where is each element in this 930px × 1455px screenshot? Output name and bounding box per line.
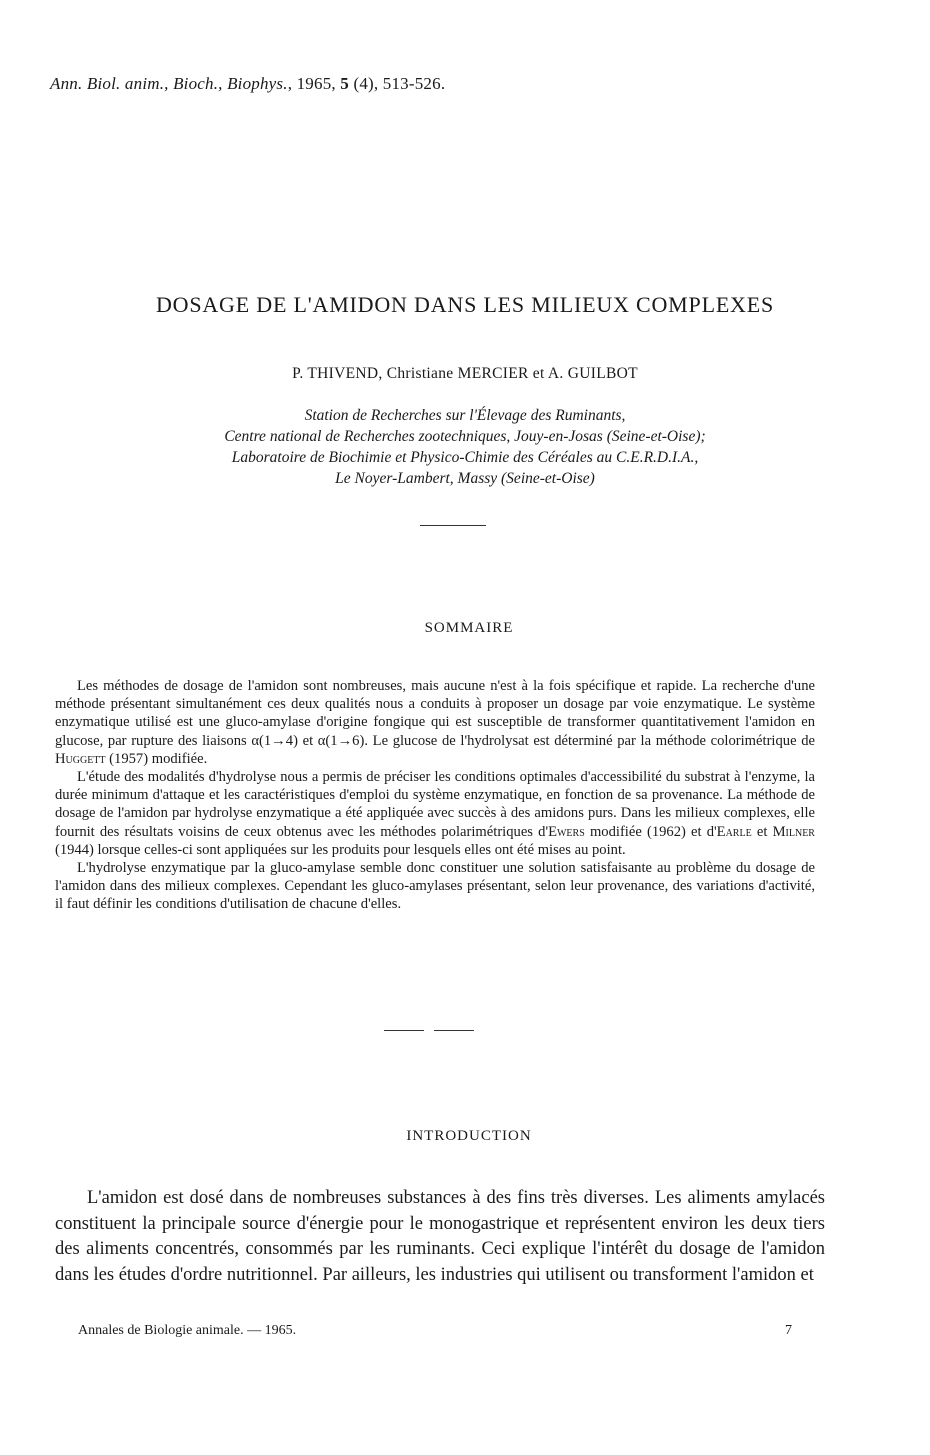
- abstract-paragraph: [55, 677, 815, 768]
- citation-issue-pages: (4), 513-526.: [353, 74, 446, 93]
- sommaire-heading: SOMMAIRE: [424, 620, 514, 636]
- abstract-paragraph: L'hydrolyse enzymatique par la gluco-amylase semble donc constituer une solution satisfaisante au problème du dosage de l'amidon dans des milieux complexes. Cependant les gluco-amylases présentant, selon leur provenance, des variations d'activité, il faut définir les conditions d'utilisation de chacune d'elles.: [55, 860, 815, 913]
- abstract-text: et: [751, 823, 773, 840]
- cited-author: Huggett: [55, 750, 106, 767]
- page-number: 7: [785, 1323, 792, 1338]
- author-list: P. THIVEND, Christiane MERCIER et A. GUILBOT: [292, 365, 638, 382]
- separator-rule: [384, 1030, 424, 1031]
- introduction-paragraph: L'amidon est dosé dans de nombreuses substances à des fins très diverses. Les aliments amylacés constituent la principale source d'énergie pour le monogastrique et représentent environ les deux tiers des aliments concentrés, consommés par les ruminants. Ceci explique l'intérêt du dosage de l'amidon dans les études d'ordre nutritionnel. Par ailleurs, les industries qui utilisent ou transforment l'amidon et: [55, 1188, 825, 1285]
- abstract-paragraph: [55, 768, 815, 859]
- citation-volume: 5: [340, 74, 349, 93]
- affiliation-line: Centre national de Recherches zootechniques, Jouy-en-Josas (Seine-et-Oise);: [224, 428, 706, 445]
- cited-author: Ewers: [548, 823, 585, 840]
- cited-author: Milner: [772, 823, 815, 840]
- journal-citation: Ann. Biol. anim., Bioch., Biophys., 1965, 5 (4), 513-526.: [50, 74, 446, 93]
- abstract-text: (1944) lorsque celles-ci sont appliquées sur les produits pour lesquels elles ont été mises au point.: [55, 841, 626, 858]
- introduction-body: [55, 1186, 825, 1288]
- separator-rule: [434, 1030, 474, 1031]
- abstract-text: Les méthodes de dosage de l'amidon sont nombreuses, mais aucune n'est à la fois spécifique et rapide. La recherche d'une méthode présentant simultanément ces deux qualités nous a conduits à proposer un dosage par voie enzymatique. Le système enzymatique utilisé est une gluco-amylase d'origine fongique qui est susceptible de transformer quantitativement l'amidon en glucose, par rupture des liaisons α(1→4) et α(1→6). Le glucose de l'hydrolysat est déterminé par la méthode colorimétrique de: [55, 678, 815, 749]
- affiliations: [0, 405, 930, 489]
- separator-rule: [420, 525, 486, 526]
- paper-title: DOSAGE DE L'AMIDON DANS LES MILIEUX COMPLEXES: [155, 292, 775, 317]
- abstract-text: (1957) modifiée.: [105, 750, 208, 767]
- abstract-text: L'étude des modalités d'hydrolyse nous a permis de préciser les conditions optimales d'accessibilité du substrat à l'enzyme, la durée minimum d'attaque et les caractéristiques d'emploi du système enzymatique, en fonction de sa provenance. La méthode de dosage de l'amidon par hydrolyse enzymatique a été appliquée avec succès à des amidons purs. Dans les milieux complexes, elle fournit des résultats voisins de ceux obtenus avec les méthodes polarimétriques d': [55, 769, 815, 840]
- affiliation-line: Laboratoire de Biochimie et Physico-Chimie des Céréales au C.E.R.D.I.A.,: [231, 449, 699, 466]
- abstract-text: modifiée (1962) et d': [584, 823, 717, 840]
- citation-year: 1965,: [296, 74, 336, 93]
- journal-name: Ann. Biol. anim., Bioch., Biophys.: [50, 74, 288, 93]
- introduction-heading: INTRODUCTION: [406, 1128, 532, 1144]
- abstract-body: [55, 677, 815, 914]
- affiliation-line: Le Noyer-Lambert, Massy (Seine-et-Oise): [335, 470, 595, 487]
- footer-journal: Annales de Biologie animale. — 1965.: [78, 1323, 297, 1338]
- affiliation-line: Station de Recherches sur l'Élevage des Ruminants,: [304, 407, 626, 424]
- cited-author: Earle: [716, 823, 752, 840]
